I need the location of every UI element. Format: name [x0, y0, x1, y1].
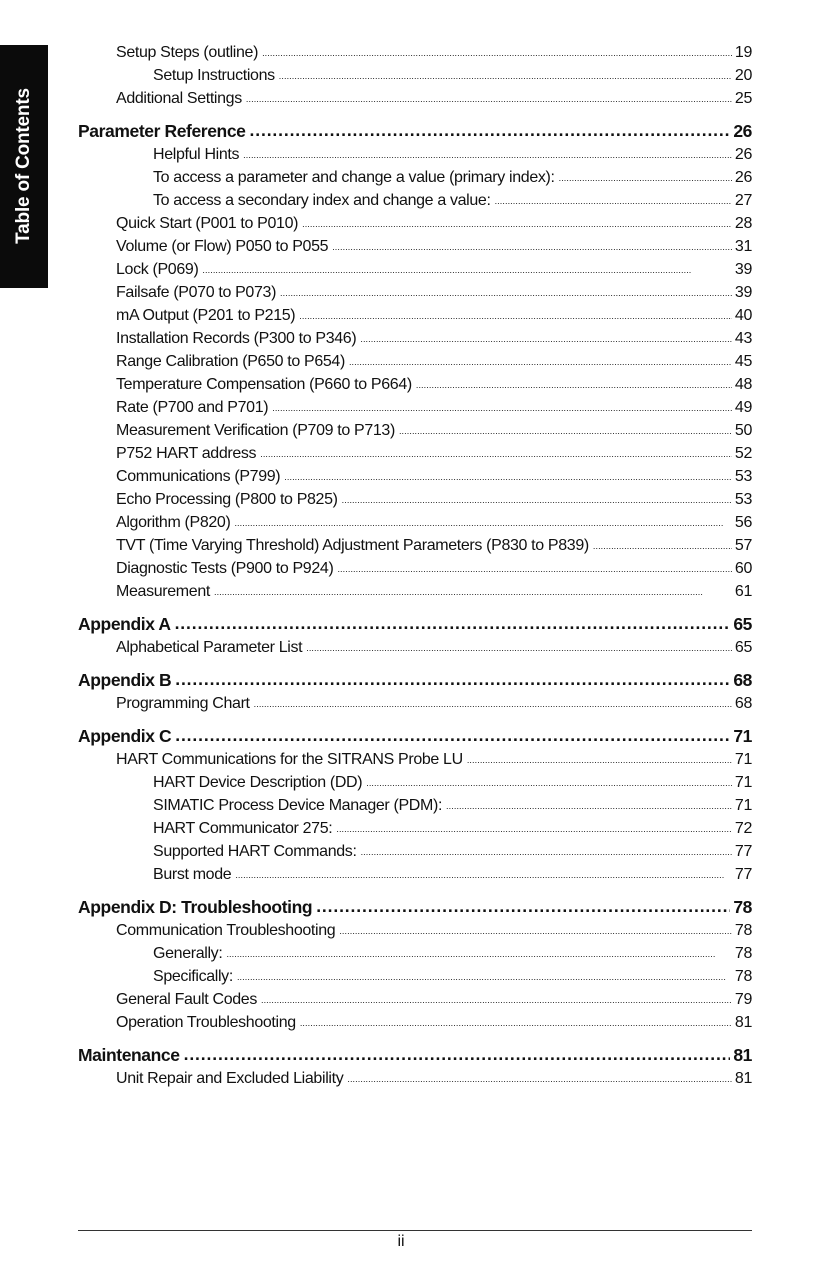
toc-entry[interactable] — [153, 866, 752, 884]
toc-entry[interactable] — [116, 468, 752, 486]
toc-entry-title: P752 HART address — [116, 445, 257, 462]
toc-entry-page: 81 — [733, 1045, 752, 1065]
toc-entry-page: 60 — [734, 560, 752, 577]
toc-entry-page: 81 — [734, 1014, 752, 1031]
toc-entry-title: Setup Instructions — [153, 67, 275, 84]
dot-leader — [332, 242, 732, 252]
toc-entry-page: 39 — [734, 284, 752, 301]
toc-entry-title: Generally: — [153, 945, 223, 962]
toc-entry-title: mA Output (P201 to P215) — [116, 307, 296, 324]
toc-entry-page: 68 — [733, 670, 752, 690]
toc-entry-title: To access a parameter and change a value (primary index): — [153, 169, 555, 186]
dot-leader — [260, 449, 732, 459]
dot-leader — [559, 173, 732, 183]
toc-entry-title: Operation Troubleshooting — [116, 1014, 296, 1031]
toc-entry-title: Volume (or Flow) P050 to P055 — [116, 238, 329, 255]
dot-leader — [361, 847, 732, 857]
toc-entry[interactable] — [153, 843, 752, 861]
dot-leader — [360, 334, 732, 344]
dot-leader — [214, 587, 732, 597]
toc-entry-title: Echo Processing (P800 to P825) — [116, 491, 338, 508]
toc-entry-title: Temperature Compensation (P660 to P664) — [116, 376, 412, 393]
toc-entry-page: 79 — [734, 991, 752, 1008]
toc-entry[interactable] — [116, 751, 752, 769]
toc-entry-title: HART Communications for the SITRANS Probe LU — [116, 751, 463, 768]
toc-entry-title: HART Communicator 275: — [153, 820, 333, 837]
toc-entry-title: Measurement Verification (P709 to P713) — [116, 422, 395, 439]
toc-entry-page: 48 — [734, 376, 752, 393]
toc-entry[interactable] — [116, 695, 752, 713]
toc-entry[interactable] — [116, 514, 752, 532]
dot-leader — [399, 426, 732, 436]
toc-entry-page: 78 — [734, 945, 752, 962]
dot-leader — [272, 403, 732, 413]
toc-entry-page: 57 — [734, 537, 752, 554]
toc-entry-title: Failsafe (P070 to P073) — [116, 284, 277, 301]
toc-entry-page: 20 — [734, 67, 752, 84]
toc-entry-page: 53 — [734, 491, 752, 508]
toc-entry[interactable] — [116, 491, 752, 509]
toc-entry-title: To access a secondary index and change a value: — [153, 192, 491, 209]
toc-entry-page: 65 — [733, 614, 752, 634]
toc-entry[interactable] — [116, 583, 752, 601]
toc-entry[interactable] — [116, 307, 752, 325]
toc-entry-page: 40 — [734, 307, 752, 324]
toc-entry-page: 39 — [734, 261, 752, 278]
toc-section-entry[interactable] — [78, 614, 752, 635]
dot-leader — [306, 643, 732, 653]
dot-leader — [235, 870, 732, 880]
dot-leader — [593, 541, 732, 551]
toc-entry[interactable] — [116, 922, 752, 940]
dot-leader — [246, 94, 732, 104]
toc-entry-page: 72 — [734, 820, 752, 837]
toc-entry-title: Range Calibration (P650 to P654) — [116, 353, 345, 370]
toc-entry-title: Measurement — [116, 583, 210, 600]
toc-entry-title: Helpful Hints — [153, 146, 240, 163]
toc-entry[interactable] — [153, 146, 752, 164]
dot-leader — [299, 311, 732, 321]
toc-entry-title: Communications (P799) — [116, 468, 281, 485]
dot-leader — [316, 896, 730, 917]
toc-entry-title: Algorithm (P820) — [116, 514, 231, 531]
dot-leader — [342, 495, 732, 505]
toc-entry-title: Supported HART Commands: — [153, 843, 357, 860]
toc-entry-title: Unit Repair and Excluded Liability — [116, 1070, 344, 1087]
toc-section-entry[interactable] — [78, 726, 752, 747]
toc-entry-title: Appendix C — [78, 726, 172, 746]
toc-entry[interactable] — [116, 399, 752, 417]
dot-leader — [184, 1044, 731, 1065]
toc-entry[interactable] — [153, 797, 752, 815]
toc-entry-title: TVT (Time Varying Threshold) Adjustment Parameters (P830 to P839) — [116, 537, 589, 554]
toc-entry[interactable] — [116, 639, 752, 657]
toc-entry-page: 49 — [734, 399, 752, 416]
toc-entry-page: 78 — [734, 968, 752, 985]
toc-entry-title: Additional Settings — [116, 90, 242, 107]
dot-leader — [175, 669, 730, 690]
dot-leader — [226, 949, 731, 959]
dot-leader — [349, 357, 732, 367]
toc-entry-title: Specifically: — [153, 968, 233, 985]
toc-entry[interactable] — [116, 445, 752, 463]
toc-entry[interactable] — [116, 376, 752, 394]
toc-entry[interactable] — [153, 192, 752, 210]
toc-entry[interactable] — [153, 820, 752, 838]
toc-entry[interactable] — [116, 537, 752, 555]
toc-entry-title: Installation Records (P300 to P346) — [116, 330, 357, 347]
dot-leader — [234, 518, 731, 528]
toc-entry-page: 77 — [734, 843, 752, 860]
toc-entry-page: 71 — [734, 751, 752, 768]
toc-entry-title: HART Device Description (DD) — [153, 774, 363, 791]
dot-leader — [416, 380, 732, 390]
dot-leader — [175, 613, 731, 634]
toc-entry[interactable] — [116, 422, 752, 440]
toc-entry-page: 71 — [733, 726, 752, 746]
toc-entry[interactable] — [116, 90, 752, 108]
dot-leader — [339, 926, 732, 936]
toc-section-entry[interactable] — [78, 1045, 752, 1066]
toc-entry-page: 43 — [734, 330, 752, 347]
toc-entry-page: 28 — [734, 215, 752, 232]
page-number: ii — [397, 1233, 405, 1250]
dot-leader — [446, 801, 732, 811]
toc-entry-title: General Fault Codes — [116, 991, 257, 1008]
dot-leader — [366, 778, 732, 788]
dot-leader — [175, 725, 730, 746]
toc-entry-title: Lock (P069) — [116, 261, 199, 278]
toc-entry-title: Appendix D: Troubleshooting — [78, 897, 313, 917]
toc-entry[interactable] — [116, 238, 752, 256]
toc-section-entry[interactable] — [78, 670, 752, 691]
dot-leader — [243, 150, 732, 160]
toc-entry-page: 26 — [734, 169, 752, 186]
toc-entry[interactable] — [116, 284, 752, 302]
toc-entry-page: 53 — [734, 468, 752, 485]
dot-leader — [302, 219, 732, 229]
toc-entry-title: SIMATIC Process Device Manager (PDM): — [153, 797, 443, 814]
toc-entry[interactable] — [116, 991, 752, 1009]
toc-entry-title: Maintenance — [78, 1045, 180, 1065]
toc-entry[interactable] — [116, 261, 752, 279]
toc-entry-title: Appendix A — [78, 614, 171, 634]
toc-entry-page: 71 — [734, 774, 752, 791]
toc-entry-title: Setup Steps (outline) — [116, 44, 259, 61]
toc-entry[interactable] — [116, 44, 752, 62]
toc-entry-page: 26 — [734, 146, 752, 163]
dot-leader — [347, 1074, 732, 1084]
toc-entry-title: Rate (P700 and P701) — [116, 399, 269, 416]
dot-leader — [300, 1018, 732, 1028]
toc-entry-page: 50 — [734, 422, 752, 439]
toc-entry-page: 77 — [734, 866, 752, 883]
dot-leader — [279, 71, 732, 81]
toc-entry-title: Burst mode — [153, 866, 232, 883]
toc-entry-page: 56 — [734, 514, 752, 531]
toc-entry[interactable] — [116, 330, 752, 348]
toc-entry[interactable] — [153, 67, 752, 85]
dot-leader — [261, 995, 732, 1005]
toc-entry-title: Communication Troubleshooting — [116, 922, 336, 939]
toc-entry-page: 45 — [734, 353, 752, 370]
toc-entry[interactable] — [116, 1070, 752, 1088]
toc-entry[interactable] — [153, 968, 752, 986]
toc-entry-title: Parameter Reference — [78, 121, 246, 141]
toc-entry-page: 31 — [734, 238, 752, 255]
toc-entry-page: 68 — [734, 695, 752, 712]
toc-entry-page: 19 — [734, 44, 752, 61]
dot-leader — [262, 48, 732, 58]
toc-entry[interactable] — [116, 215, 752, 233]
toc-entry[interactable] — [153, 169, 752, 187]
toc-entry-page: 71 — [734, 797, 752, 814]
toc-entry-title: Appendix B — [78, 670, 172, 690]
dot-leader — [337, 564, 731, 574]
toc-entry[interactable] — [116, 1014, 752, 1032]
dot-leader — [254, 699, 732, 709]
toc-entry-title: Programming Chart — [116, 695, 250, 712]
toc-section-entry[interactable] — [78, 897, 752, 918]
dot-leader — [280, 288, 732, 298]
toc-entry-title: Alphabetical Parameter List — [116, 639, 303, 656]
side-tab — [0, 45, 48, 288]
toc-entry[interactable] — [116, 560, 752, 578]
toc-entry[interactable] — [153, 774, 752, 792]
side-tab-label: Table of Contents — [13, 88, 34, 244]
toc-entry-page: 65 — [734, 639, 752, 656]
dot-leader — [495, 196, 732, 206]
dot-leader — [250, 120, 731, 141]
toc-entry-page: 78 — [733, 897, 752, 917]
toc-entry-title: Diagnostic Tests (P900 to P924) — [116, 560, 334, 577]
toc-entry-page: 26 — [733, 121, 752, 141]
dot-leader — [237, 972, 732, 982]
dot-leader — [467, 755, 732, 765]
toc-entry[interactable] — [116, 353, 752, 371]
dot-leader — [202, 265, 731, 275]
toc-section-entry[interactable] — [78, 121, 752, 142]
dot-leader — [336, 824, 732, 834]
toc-entry-page: 78 — [734, 922, 752, 939]
toc-entry-page: 27 — [734, 192, 752, 209]
toc-entry-title: Quick Start (P001 to P010) — [116, 215, 299, 232]
toc-entry-page: 25 — [734, 90, 752, 107]
toc-entry-page: 81 — [734, 1070, 752, 1087]
toc-entry-page: 61 — [734, 583, 752, 600]
footer-divider — [78, 1230, 752, 1231]
toc-entry-page: 52 — [734, 445, 752, 462]
dot-leader — [284, 472, 732, 482]
toc-entry[interactable] — [153, 945, 752, 963]
